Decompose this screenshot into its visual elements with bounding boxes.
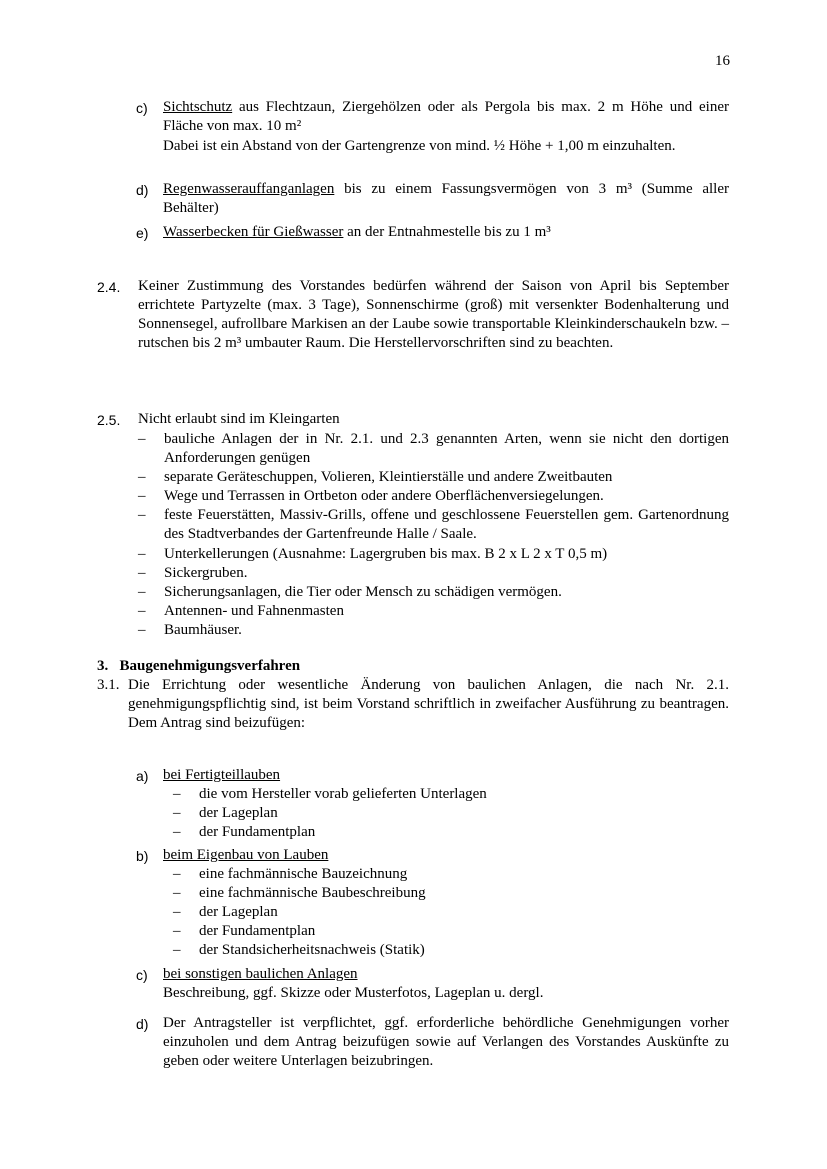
list-dash: – (173, 786, 181, 802)
item-c-note: Dabei ist ein Abstand von der Gartengrenze von mind. ½ Höhe + 1,00 m einzuhalten. (163, 138, 676, 154)
list-item-text: der Lageplan (199, 805, 278, 821)
list-dash: – (173, 866, 181, 882)
item-c2-label: c) (136, 967, 148, 983)
section-3-1-number: 3.1. (97, 677, 120, 693)
item-c-underlined: Sichtschutz (163, 99, 233, 115)
list-item-text: Wege und Terrassen in Ortbeton oder andere Oberflächenversiegelungen. (164, 488, 604, 504)
list-dash: – (173, 805, 181, 821)
item-e-body: an der Entnahmestelle bis zu 1 m³ (343, 224, 551, 240)
section-3-1-text-first (128, 676, 729, 733)
list-item-text: Antennen- und Fahnenmasten (164, 603, 344, 619)
list-item (173, 884, 729, 903)
item-e-text (163, 223, 729, 242)
list-dash: – (138, 584, 146, 600)
list-item-text: bauliche Anlagen der in Nr. 2.1. und 2.3 genannten Arten, wenn sie nicht den dortigen Anforderungen genügen (164, 431, 729, 466)
list-item (138, 583, 729, 602)
item-d2-text: Der Antragsteller ist verpflichtet, ggf. erforderliche behördliche Genehmigungen vorher einzuholen und dem Antrag beizufügen sowie auf Verlangen des Vorstandes Auskünfte zu geben oder weitere Unterlagen beizubringen. (163, 1015, 729, 1069)
list-dash: – (173, 904, 181, 920)
list-dash: – (138, 622, 146, 638)
section-3-1-text: Die Errichtung oder wesentliche Änderung von baulichen Anlagen, die nach Nr. 2.1. genehmigungspflichtig sind, ist beim Vorstand schriftlich in zweifacher Ausführung zu beantragen. Dem Antrag sind beizufügen: (128, 677, 729, 731)
list-item (173, 785, 729, 804)
item-d2-label: d) (136, 1016, 149, 1032)
list-item-text: eine fachmännische Baubeschreibung (199, 885, 426, 901)
list-item (173, 922, 729, 941)
item-e-label: e) (136, 225, 149, 241)
list-item (138, 506, 729, 544)
list-item-text: Baumhäuser. (164, 622, 242, 638)
list-item-text: der Lageplan (199, 904, 278, 920)
list-item-text: Unterkellerungen (Ausnahme: Lagergruben bis max. B 2 x L 2 x T 0,5 m) (164, 546, 608, 562)
list-dash: – (138, 603, 146, 619)
list-item (173, 823, 729, 842)
item-c2-text: Beschreibung, ggf. Skizze oder Musterfotos, Lageplan u. dergl. (163, 985, 544, 1001)
item-c2-title: bei sonstigen baulichen Anlagen (163, 966, 358, 982)
list-item (138, 602, 729, 621)
list-dash: – (138, 488, 146, 504)
list-item (138, 487, 729, 506)
list-dash: – (173, 824, 181, 840)
list-item-text: die vom Hersteller vorab gelieferten Unterlagen (199, 786, 487, 802)
list-item-text: Sickergruben. (164, 565, 248, 581)
list-item-text: eine fachmännische Bauzeichnung (199, 866, 408, 882)
item-a-label: a) (136, 768, 149, 784)
list-item-text: separate Geräteschuppen, Volieren, Kleintierställe und andere Zweitbauten (164, 469, 613, 485)
list-item (173, 865, 729, 884)
list-item (173, 941, 729, 960)
item-d-underlined: Regenwasserauffanganlagen (163, 181, 335, 197)
item-c-body: aus Flechtzaun, Ziergehölzen oder als Pergola bis max. 2 m Höhe und einer Fläche von max. 10 m² (163, 99, 729, 134)
section-2-4-number: 2.4. (97, 279, 121, 295)
list-dash: – (173, 942, 181, 958)
list-dash: – (138, 565, 146, 581)
list-item (138, 564, 729, 583)
list-item (138, 545, 729, 564)
section-2-5-intro: Nicht erlaubt sind im Kleingarten (138, 411, 340, 427)
list-dash: – (138, 469, 146, 485)
list-dash: – (173, 885, 181, 901)
item-d-text (163, 180, 729, 218)
list-item-text: der Fundamentplan (199, 824, 316, 840)
item-e-underlined: Wasserbecken für Gießwasser (163, 224, 344, 240)
item-a-title: bei Fertigteillauben (163, 767, 281, 783)
list-item-text: feste Feuerstätten, Massiv-Grills, offene und geschlossene Feuerstellen gem. Gartenordnung des Stadtverbandes der Gartenfreunde Halle / Saale. (164, 507, 729, 542)
list-dash: – (138, 431, 146, 447)
section-2-4-text: Keiner Zustimmung des Vorstandes bedürfen während der Saison von April bis September errichtete Partyzelte (max. 3 Tage), Sonnenschirme (groß) mit versenkter Bodenhalterung und Sonnensegel, aufrollbare Markisen an der Laube sowie transportable Kleinkinderschaukeln bzw. –rutschen bis 2 m³ umbauter Raum. Die Herstellervorschriften sind zu beachten. (138, 278, 729, 351)
item-c-label: c) (136, 100, 148, 116)
list-dash: – (173, 923, 181, 939)
list-dash: – (138, 507, 146, 523)
item-b-label: b) (136, 848, 149, 864)
list-dash: – (138, 546, 146, 562)
list-item-text: der Standsicherheitsnachweis (Statik) (199, 942, 425, 958)
page-number: 16 (715, 53, 730, 69)
list-item (138, 621, 729, 640)
item-c-text (163, 98, 729, 136)
section-2-5-number: 2.5. (97, 412, 121, 428)
item-d-label: d) (136, 182, 149, 198)
list-item (138, 430, 729, 468)
section-3-heading: 3. Baugenehmigungsverfahren (97, 658, 301, 674)
item-b-title: beim Eigenbau von Lauben (163, 847, 329, 863)
list-item (173, 903, 729, 922)
list-item-text: der Fundamentplan (199, 923, 316, 939)
list-item (138, 468, 729, 487)
item-d-body: bis zu einem Fassungsvermögen von 3 m³ (Summe aller Behälter) (163, 181, 729, 216)
list-item (173, 804, 729, 823)
list-item-text: Sicherungsanlagen, die Tier oder Mensch zu schädigen vermögen. (164, 584, 562, 600)
